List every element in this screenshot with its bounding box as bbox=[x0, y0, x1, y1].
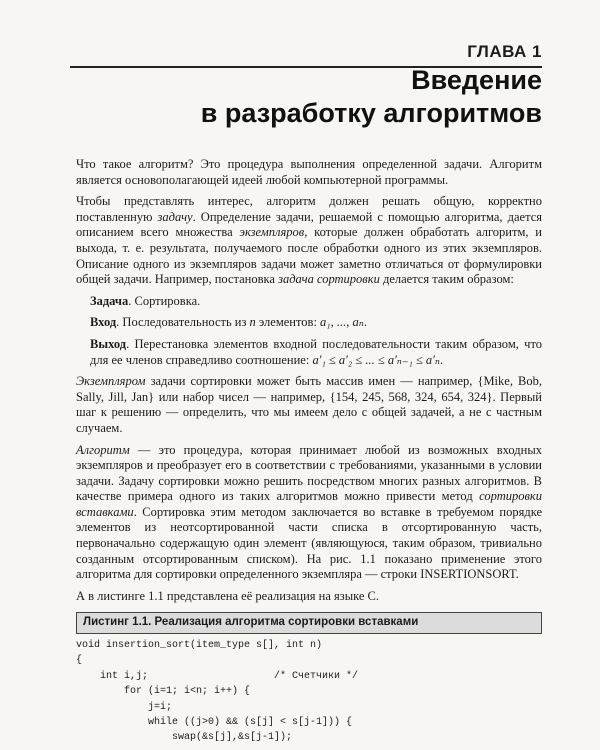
text-span: , которые должен обработать алгоритм, и выхода, т. е. результата, получаемого после обработки одного из этих экземпляров. Описание одного из экземпляров задачи может заметно отличаться от формулировки общей задачи. Например, постановка bbox=[76, 225, 542, 287]
emphasis-algorithm: Алгоритм bbox=[76, 442, 130, 457]
code-line: while ((j>0) && (s[j] < s[j-1])) { bbox=[76, 717, 353, 729]
task-text: . Сортировка. bbox=[128, 293, 201, 308]
paragraph-instance-example bbox=[76, 374, 542, 436]
input-line bbox=[76, 315, 542, 331]
task-label: Задача bbox=[90, 293, 129, 308]
input-text2: элементов: bbox=[255, 315, 321, 330]
emphasis-insertion-sort: сортировки вставками bbox=[76, 489, 542, 519]
chapter-title-line1: Введение bbox=[411, 65, 542, 95]
output-text: . Перестановка элементов входной последовательности таким образом, что для ее членов справедливо соотношение: bbox=[90, 336, 542, 367]
chapter-title bbox=[122, 64, 542, 130]
code-line: void insertion_sort(item_type s[], int n) bbox=[76, 640, 323, 652]
task-line bbox=[76, 294, 542, 310]
text-span: Чтобы представлять интерес, алгоритм должен решать общую, корректно поставленную bbox=[76, 194, 542, 224]
input-label: Вход bbox=[90, 315, 117, 330]
code-line: { bbox=[76, 655, 83, 667]
emphasis-instance: Экземпляром bbox=[76, 374, 146, 389]
emphasis-instances: экземпляров bbox=[239, 225, 305, 240]
chapter-label: ГЛАВА 1 bbox=[467, 42, 542, 61]
input-end: . bbox=[363, 315, 367, 330]
code-line: int i,j; /* Счетчики */ bbox=[76, 670, 359, 682]
paragraph-intro: Что такое алгоритм? Это процедура выполнения определенной задачи. Алгоритм является основополагающей идеей любой компьютерной программы. bbox=[76, 157, 542, 187]
output-formula: a′₁ ≤ a′₂ ≤ ... ≤ a′ₙ₋₁ ≤ a′ₙ bbox=[312, 352, 440, 367]
text-span: . Сортировка этим методом заключается во вставке в требуемом порядке элементов из неотсортированной части списка в отсортированную часть, первоначально содержащую один элемент (являющуюся, таким образом, тривиально созданным отсортированным списком). На рис. 1.1 показано применение этого алгоритма для сортировки определенного экземпляра — строки INSERTIONSORT. bbox=[76, 504, 542, 582]
paragraph-listing-intro: А в листинге 1.1 представлена её реализация на языке С. bbox=[76, 588, 380, 603]
text-span: делается таким образом: bbox=[379, 272, 514, 287]
output-line bbox=[76, 337, 542, 368]
page-content bbox=[76, 157, 542, 746]
chapter-title-line2: в разработку алгоритмов bbox=[200, 98, 542, 128]
input-sequence: a₁, ..., aₙ bbox=[320, 315, 364, 330]
text-span: . Определение задачи, решаемой с помощью алгоритма, дается описанием всего множества bbox=[76, 209, 542, 240]
paragraph-task-definition bbox=[76, 194, 542, 288]
code-line: for (i=1; i<n; i++) { bbox=[76, 686, 251, 698]
listing-title: Листинг 1.1. Реализация алгоритма сортировки вставками bbox=[76, 612, 542, 634]
input-text: . Последовательность из bbox=[116, 315, 250, 330]
paragraph-algorithm bbox=[76, 443, 542, 583]
text-span: — это процедура, которая принимает любой из возможных входных экземпляров и преобразует его в соответствии с требованиями, указанными в условии задачи. Задачу сортировки можно решить посредством многих разных алгоритмов. В качестве примера одного из таких алгоритмов можно привести метод bbox=[76, 442, 542, 504]
input-n: n bbox=[249, 315, 256, 330]
text-span: задачи сортировки может быть массив имен — например, {Mike, Bob, Sally, Jill, Jan} или набор чисел — например, {154, 245, 568, 324, 654, 324}. Первый шаг к решению — определить, что мы имеем дело с общей задачей, а не с частным случаем. bbox=[76, 374, 542, 435]
code-line: j=i; bbox=[76, 701, 173, 713]
emphasis-task: задачу bbox=[157, 209, 193, 224]
emphasis-sorting-task: задача сортировки bbox=[278, 272, 380, 287]
code-listing bbox=[76, 638, 542, 746]
output-end: . bbox=[439, 352, 444, 367]
code-line: swap(&s[j],&s[j-1]); bbox=[76, 732, 293, 744]
output-label: Выход bbox=[90, 336, 127, 351]
